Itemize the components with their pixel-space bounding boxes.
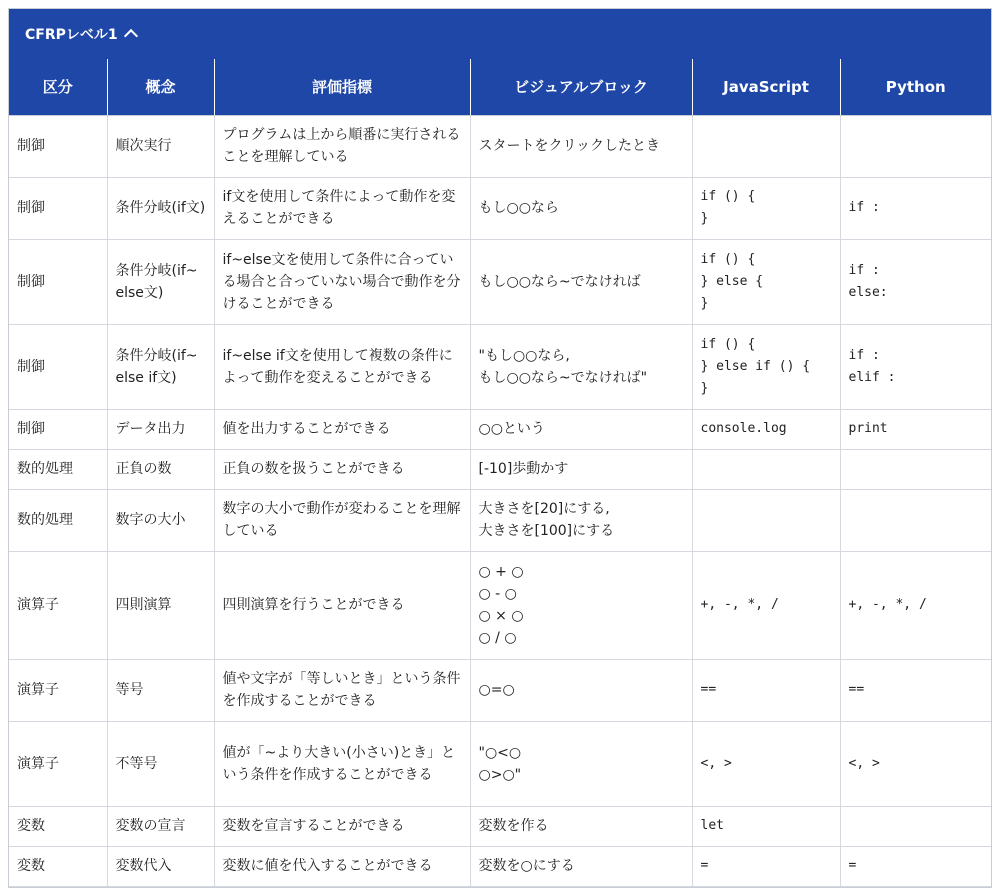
chevron-up-icon[interactable] bbox=[124, 29, 138, 43]
visual-block-cell: 変数を作る bbox=[470, 806, 692, 846]
python-cell bbox=[840, 806, 991, 846]
criteria-cell: if文を使用して条件によって動作を変えることができる bbox=[214, 177, 470, 239]
table-row bbox=[9, 806, 991, 846]
javascript-cell bbox=[692, 489, 840, 551]
criteria-cell: 変数を宣言することができる bbox=[214, 806, 470, 846]
python-cell bbox=[840, 115, 991, 177]
concept-cell: 順次実行 bbox=[107, 115, 214, 177]
javascript-cell: if () { } else if () { } bbox=[692, 324, 840, 409]
table-row bbox=[9, 177, 991, 239]
table-row bbox=[9, 449, 991, 489]
concept-cell: 等号 bbox=[107, 659, 214, 721]
criteria-cell: 正負の数を扱うことができる bbox=[214, 449, 470, 489]
javascript-cell bbox=[692, 449, 840, 489]
column-header-concept: 概念 bbox=[107, 59, 214, 115]
javascript-cell: = bbox=[692, 846, 840, 886]
visual-block-cell: 大きさを[20]にする, 大きさを[100]にする bbox=[470, 489, 692, 551]
python-cell: +, -, *, / bbox=[840, 551, 991, 659]
panel-header[interactable] bbox=[9, 9, 991, 59]
criteria-cell: if~else文を使用して条件に合っている場合と合っていない場合で動作を分けることができる bbox=[214, 239, 470, 324]
table-row bbox=[9, 721, 991, 806]
concept-cell: 数字の大小 bbox=[107, 489, 214, 551]
criteria-cell: if~else if文を使用して複数の条件によって動作を変えることができる bbox=[214, 324, 470, 409]
concept-cell: 条件分岐(if~else文) bbox=[107, 239, 214, 324]
category-cell: 数的処理 bbox=[9, 449, 107, 489]
category-cell: 制御 bbox=[9, 177, 107, 239]
javascript-cell: if () { } else { } bbox=[692, 239, 840, 324]
visual-block-cell: "もし○○なら, もし○○なら~でなければ" bbox=[470, 324, 692, 409]
concept-cell: 条件分岐(if文) bbox=[107, 177, 214, 239]
criteria-cell: プログラムは上から順番に実行されることを理解している bbox=[214, 115, 470, 177]
category-cell: 数的処理 bbox=[9, 489, 107, 551]
visual-block-cell: スタートをクリックしたとき bbox=[470, 115, 692, 177]
python-cell bbox=[840, 489, 991, 551]
visual-block-cell: ○○という bbox=[470, 409, 692, 449]
category-cell: 演算子 bbox=[9, 721, 107, 806]
cfrp-table bbox=[9, 59, 991, 887]
python-cell: == bbox=[840, 659, 991, 721]
criteria-cell: 四則演算を行うことができる bbox=[214, 551, 470, 659]
javascript-cell: let bbox=[692, 806, 840, 846]
cfrp-level1-panel bbox=[8, 8, 992, 888]
concept-cell: 条件分岐(if~else if文) bbox=[107, 324, 214, 409]
visual-block-cell: ○=○ bbox=[470, 659, 692, 721]
category-cell: 制御 bbox=[9, 324, 107, 409]
concept-cell: 変数代入 bbox=[107, 846, 214, 886]
visual-block-cell: ○ + ○ ○ - ○ ○ × ○ ○ / ○ bbox=[470, 551, 692, 659]
criteria-cell: 数字の大小で動作が変わることを理解している bbox=[214, 489, 470, 551]
panel-title: CFRPレベル1 bbox=[25, 27, 118, 43]
table-row bbox=[9, 239, 991, 324]
column-header-criteria: 評価指標 bbox=[214, 59, 470, 115]
table-header-row bbox=[9, 59, 991, 115]
concept-cell: データ出力 bbox=[107, 409, 214, 449]
python-cell: if : bbox=[840, 177, 991, 239]
category-cell: 制御 bbox=[9, 239, 107, 324]
table-row bbox=[9, 324, 991, 409]
table-row bbox=[9, 551, 991, 659]
python-cell: if : else: bbox=[840, 239, 991, 324]
criteria-cell: 値を出力することができる bbox=[214, 409, 470, 449]
javascript-cell: +, -, *, / bbox=[692, 551, 840, 659]
table-row bbox=[9, 409, 991, 449]
concept-cell: 四則演算 bbox=[107, 551, 214, 659]
visual-block-cell: 変数を○にする bbox=[470, 846, 692, 886]
category-cell: 変数 bbox=[9, 846, 107, 886]
python-cell: <, > bbox=[840, 721, 991, 806]
concept-cell: 不等号 bbox=[107, 721, 214, 806]
javascript-cell: == bbox=[692, 659, 840, 721]
criteria-cell: 変数に値を代入することができる bbox=[214, 846, 470, 886]
column-header-python: Python bbox=[840, 59, 991, 115]
visual-block-cell: もし○○なら bbox=[470, 177, 692, 239]
python-cell: if : elif : bbox=[840, 324, 991, 409]
category-cell: 演算子 bbox=[9, 551, 107, 659]
criteria-cell: 値や文字が「等しいとき」という条件を作成することができる bbox=[214, 659, 470, 721]
concept-cell: 正負の数 bbox=[107, 449, 214, 489]
table-row bbox=[9, 115, 991, 177]
python-cell bbox=[840, 449, 991, 489]
javascript-cell: if () { } bbox=[692, 177, 840, 239]
category-cell: 制御 bbox=[9, 115, 107, 177]
javascript-cell: <, > bbox=[692, 721, 840, 806]
table-row bbox=[9, 846, 991, 886]
column-header-javascript: JavaScript bbox=[692, 59, 840, 115]
category-cell: 変数 bbox=[9, 806, 107, 846]
javascript-cell: console.log bbox=[692, 409, 840, 449]
category-cell: 制御 bbox=[9, 409, 107, 449]
table-body bbox=[9, 115, 991, 886]
table-row bbox=[9, 489, 991, 551]
javascript-cell bbox=[692, 115, 840, 177]
python-cell: print bbox=[840, 409, 991, 449]
table-row bbox=[9, 659, 991, 721]
visual-block-cell: もし○○なら~でなければ bbox=[470, 239, 692, 324]
python-cell: = bbox=[840, 846, 991, 886]
concept-cell: 変数の宣言 bbox=[107, 806, 214, 846]
category-cell: 演算子 bbox=[9, 659, 107, 721]
criteria-cell: 値が「~より大きい(小さい)とき」という条件を作成することができる bbox=[214, 721, 470, 806]
column-header-visual-block: ビジュアルブロック bbox=[470, 59, 692, 115]
visual-block-cell: "○<○ ○>○" bbox=[470, 721, 692, 806]
column-header-category: 区分 bbox=[9, 59, 107, 115]
visual-block-cell: [-10]歩動かす bbox=[470, 449, 692, 489]
